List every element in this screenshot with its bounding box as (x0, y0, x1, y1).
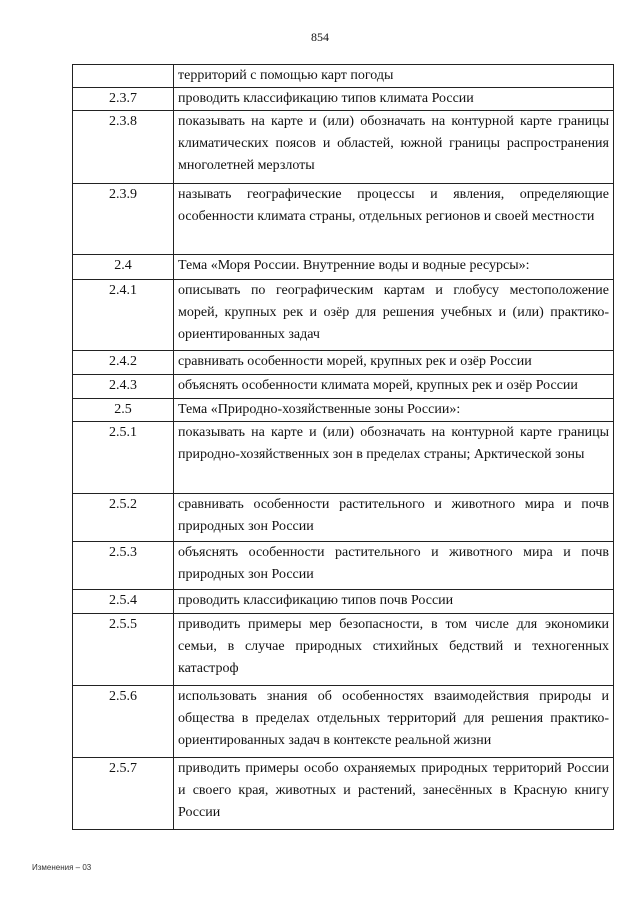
row-text: Тема «Моря России. Внутренние воды и водные ресурсы»: (174, 255, 614, 280)
row-number: 2.4.3 (73, 375, 174, 399)
row-text: показывать на карте и (или) обозначать на контурной карте границы природно-хозяйственных зон в пределах страны; Арктической зоны (174, 422, 614, 494)
row-text: называть географические процессы и явления, определяющие особенности климата страны, отдельных регионов и своей местности (174, 184, 614, 255)
row-text: сравнивать особенности растительного и животного мира и почв природных зон России (174, 494, 614, 542)
row-number: 2.3.8 (73, 111, 174, 184)
row-text: объяснять особенности климата морей, крупных рек и озёр России (174, 375, 614, 399)
row-text: приводить примеры особо охраняемых природных территорий России и своего края, животных и растений, занесённых в Красную книгу России (174, 758, 614, 830)
table-row (73, 494, 614, 542)
table-row (73, 590, 614, 614)
row-text: приводить примеры мер безопасности, в том числе для экономики семьи, в случае природных стихийных бедствий и техногенных катастроф (174, 614, 614, 686)
table-row (73, 255, 614, 280)
row-number: 2.5 (73, 399, 174, 422)
table-row (73, 351, 614, 375)
table-row (73, 280, 614, 351)
row-number: 2.5.2 (73, 494, 174, 542)
table-row (73, 88, 614, 111)
table-row (73, 184, 614, 255)
footer-revision: Изменения – 03 (32, 863, 92, 872)
row-number: 2.4.1 (73, 280, 174, 351)
row-number: 2.5.7 (73, 758, 174, 830)
table-row (73, 758, 614, 830)
row-text: Тема «Природно-хозяйственные зоны России»: (174, 399, 614, 422)
requirements-table (72, 64, 614, 830)
table-row (73, 614, 614, 686)
row-text: проводить классификацию типов климата России (174, 88, 614, 111)
row-number: 2.5.1 (73, 422, 174, 494)
table-row (73, 65, 614, 88)
page-number: 854 (311, 30, 329, 44)
row-number: 2.5.3 (73, 542, 174, 590)
row-text: показывать на карте и (или) обозначать на контурной карте границы климатических поясов и областей, южной границы распространения многолетней мерзлоты (174, 111, 614, 184)
row-number: 2.5.4 (73, 590, 174, 614)
row-text: объяснять особенности растительного и животного мира и почв природных зон России (174, 542, 614, 590)
row-text: сравнивать особенности морей, крупных рек и озёр России (174, 351, 614, 375)
row-text: использовать знания об особенностях взаимодействия природы и общества в пределах отдельных территорий для решения практико-ориентированных задач в контексте реальной жизни (174, 686, 614, 758)
row-number: 2.5.6 (73, 686, 174, 758)
row-text: территорий с помощью карт погоды (174, 65, 614, 88)
row-number: 2.5.5 (73, 614, 174, 686)
row-number (73, 65, 174, 88)
row-number: 2.4.2 (73, 351, 174, 375)
row-number: 2.4 (73, 255, 174, 280)
table-row (73, 111, 614, 184)
row-text: проводить классификацию типов почв России (174, 590, 614, 614)
row-number: 2.3.9 (73, 184, 174, 255)
table-row (73, 375, 614, 399)
table-row (73, 399, 614, 422)
table-row (73, 542, 614, 590)
table-row (73, 422, 614, 494)
row-number: 2.3.7 (73, 88, 174, 111)
table-row (73, 686, 614, 758)
row-text: описывать по географическим картам и глобусу местоположение морей, крупных рек и озёр для решения учебных и (или) практико-ориентированных задач (174, 280, 614, 351)
